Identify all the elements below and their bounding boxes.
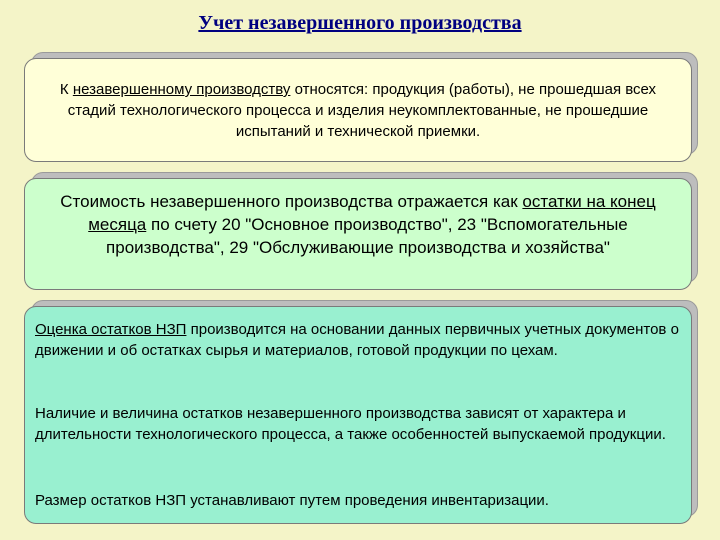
slide-title: Учет незавершенного производства: [198, 12, 522, 34]
definition-text: [43, 79, 673, 142]
definition-lead: К: [59, 81, 73, 98]
cost-box: [24, 178, 692, 290]
valuation-box: [24, 306, 692, 524]
cost-lead: Стоимость незавершенного производства отражается как: [60, 192, 523, 211]
definition-box: [24, 58, 692, 162]
definition-rest: относятся: продукция (работы), не прошедшая всех стадий технологического процесса и изделия неукомплектованные, не прошедшие испытаний и технической приемки.: [67, 81, 657, 140]
valuation-term: Оценка остатков НЗП: [35, 321, 187, 338]
inventory-paragraph: Размер остатков НЗП устанавливают путем проведения инвентаризации.: [35, 492, 549, 509]
definition-term: незавершенному производству: [72, 81, 291, 98]
valuation-paragraph: [35, 319, 683, 361]
cost-text: [43, 190, 673, 259]
valuation-rest: производится на основании данных первичных учетных документов о движении и об остатках сырья и материалов, готовой продукции по цехам.: [35, 321, 679, 359]
cost-term: остатки на конец месяца: [88, 192, 656, 234]
dependency-paragraph: Наличие и величина остатков незавершенного производства зависят от характера и длительности технологического процесса, а также особенностей выпускаемой продукции.: [35, 405, 666, 443]
cost-rest: по счету 20 "Основное производство", 23 "Вспомогательные производства", 29 "Обслуживающие производства и хозяйства": [106, 215, 628, 257]
